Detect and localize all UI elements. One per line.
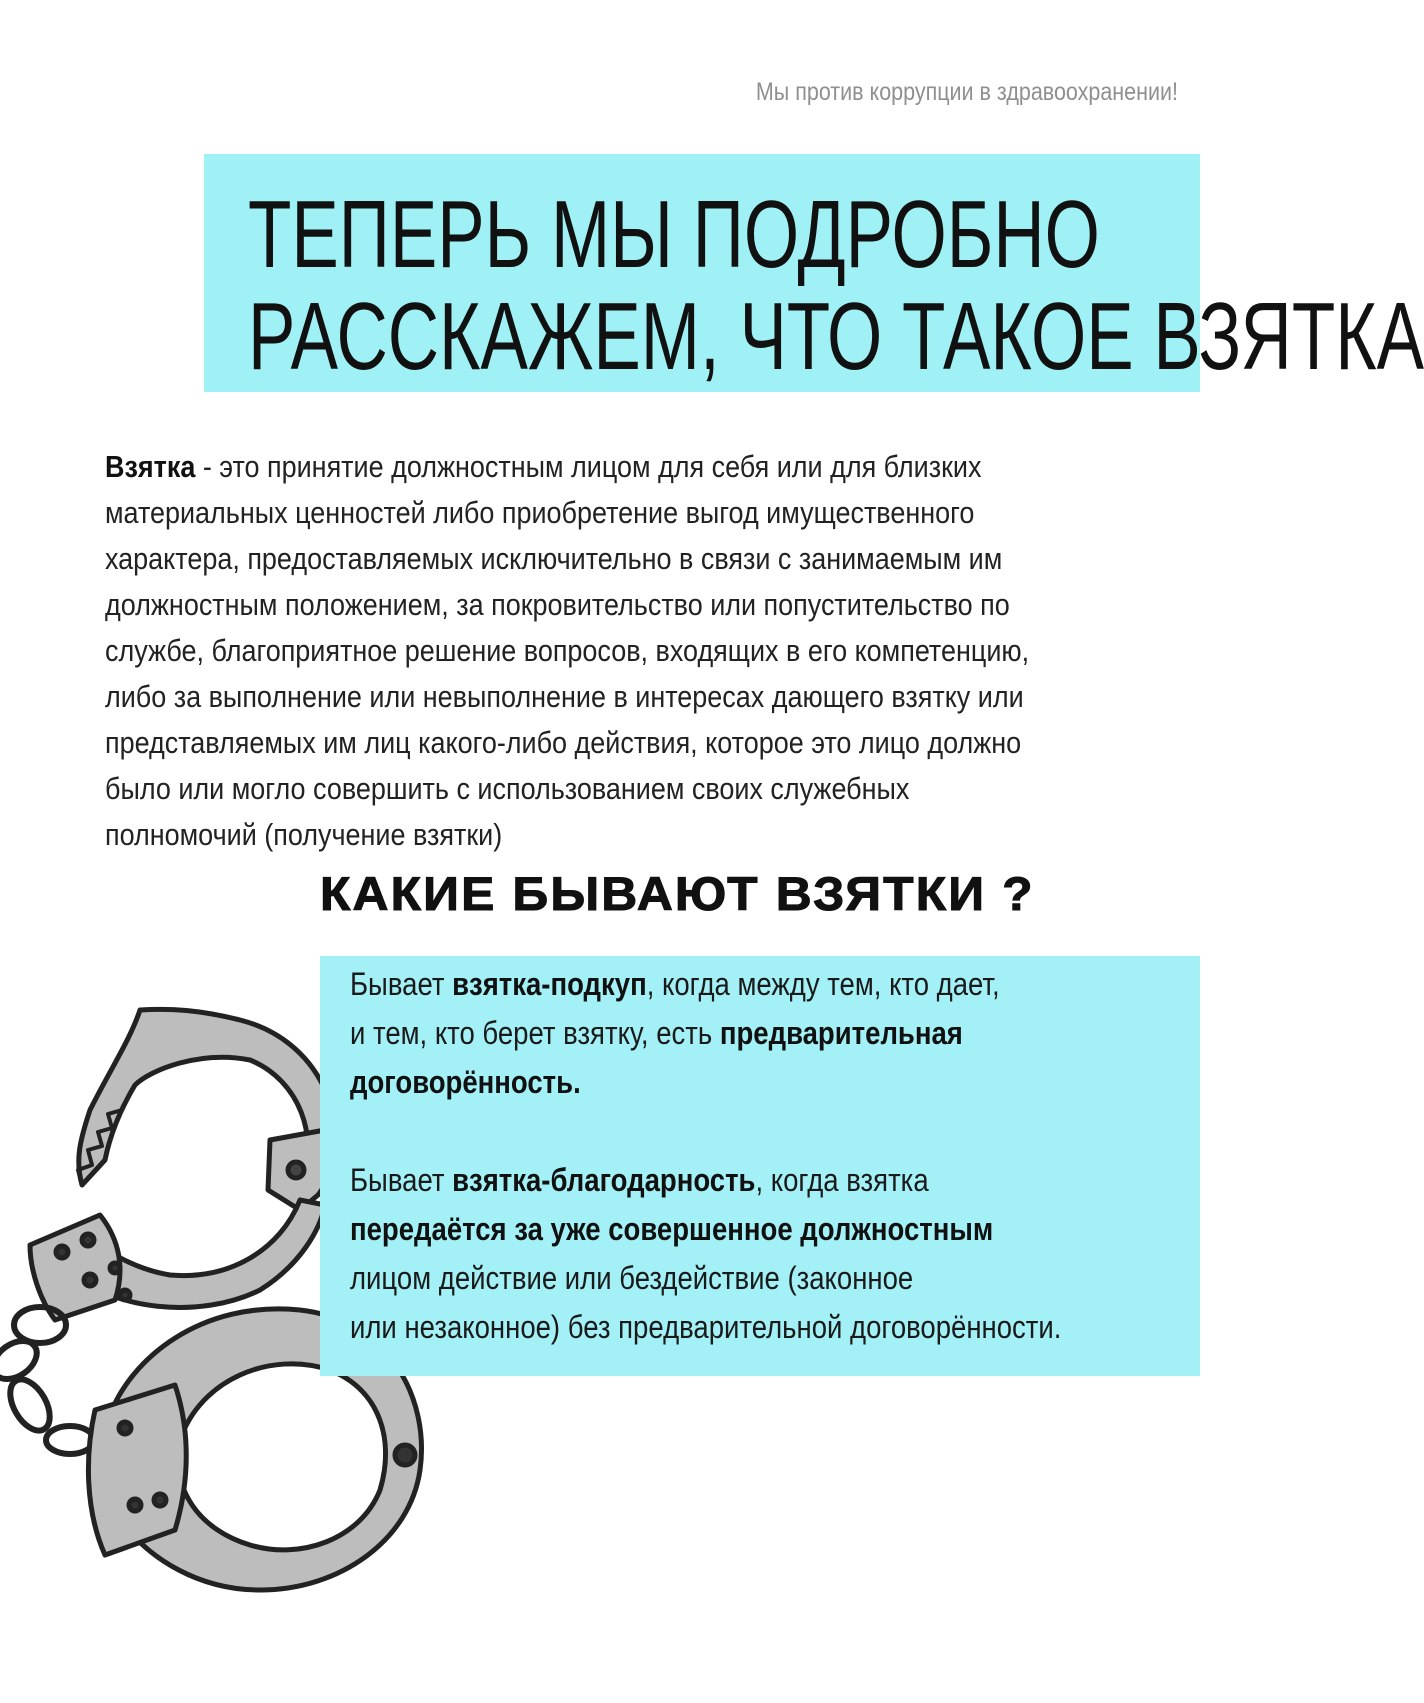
definition-line: - это принятие должностным лицом для себя или для близких: [195, 449, 982, 484]
definition-line: представляемых им лиц какого-либо действия, которое это лицо должно: [105, 725, 1022, 760]
text-span: Бывает: [350, 966, 453, 1002]
bribe-types-text: [350, 960, 1210, 1352]
definition-line: было или могло совершить с использованием своих служебных: [105, 771, 910, 806]
title-banner: [204, 154, 1424, 392]
text-span: лицом действие или бездействие (законное: [350, 1260, 914, 1296]
text-span: , когда между тем, кто дает,: [646, 966, 1000, 1002]
title-line-1: ТЕПЕРЬ МЫ ПОДРОБНО: [248, 181, 1100, 288]
types-heading: КАКИЕ БЫВАЮТ ВЗЯТКИ ?: [320, 867, 1035, 920]
bribe-type-bribery: [350, 960, 1210, 1107]
definition-line: службе, благоприятное решение вопросов, входящих в его компетенцию,: [105, 633, 1030, 668]
text-span: Бывает: [350, 1162, 453, 1198]
bribe-type-gratitude: [350, 1156, 1210, 1352]
definition-line: либо за выполнение или невыполнение в интересах дающего взятку или: [105, 679, 1024, 714]
term-transferred: передаётся за уже совершенное должностным: [350, 1211, 994, 1247]
term-agreement: договорённость.: [350, 1064, 581, 1100]
title-line-2: РАССКАЖЕМ, ЧТО ТАКОЕ ВЗЯТКА: [248, 283, 1424, 390]
definition-paragraph: [105, 444, 1132, 858]
definition-line: должностным положением, за покровительство или попустительство по: [105, 587, 1010, 622]
term-preliminary: предварительная: [719, 1015, 963, 1051]
term-bribery: взятка-подкуп: [452, 966, 647, 1002]
definition-line: характера, предоставляемых исключительно в связи с занимаемым им: [105, 541, 1003, 576]
term-gratitude: взятка-благодарность: [452, 1162, 756, 1198]
bribe-types-box: [320, 956, 1200, 1376]
definition-term: Взятка: [105, 449, 196, 484]
bribe-definition: [105, 444, 1132, 858]
text-span: , когда взятка: [755, 1162, 929, 1198]
definition-line: материальных ценностей либо приобретение выгод имущественного: [105, 495, 975, 530]
tagline: Мы против коррупции в здравоохранении!: [755, 78, 1178, 106]
text-span: или незаконное) без предварительной договорённости.: [350, 1309, 1062, 1345]
definition-line: полномочий (получение взятки): [105, 817, 503, 852]
page-title: [248, 181, 1424, 390]
text-span: и тем, кто берет взятку, есть: [350, 1015, 720, 1051]
